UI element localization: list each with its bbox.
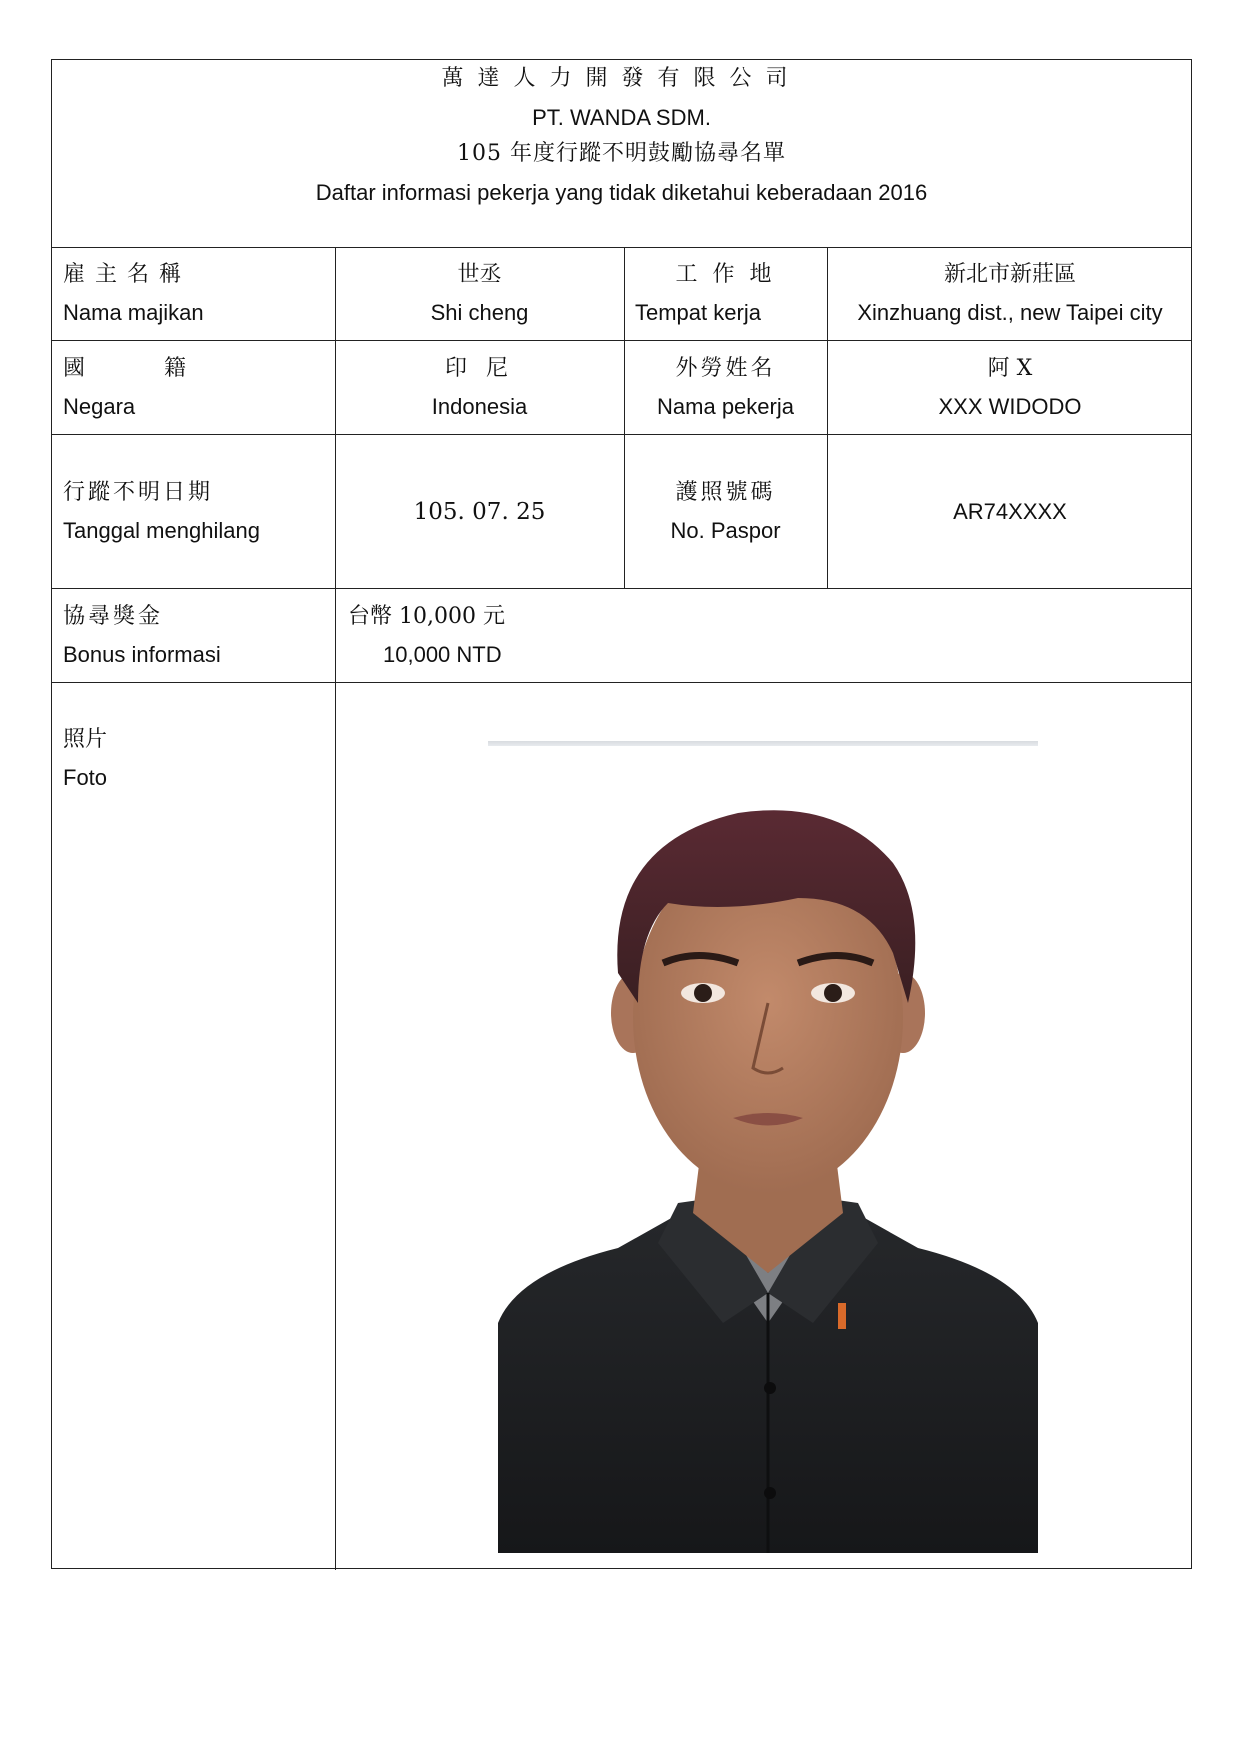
passport-label-id: No. Paspor [670,517,781,543]
company-name-chinese: 萬達人力開發有限公司 [441,66,802,91]
photo-top-strip [488,741,1038,746]
workplace-label-cell [624,248,827,340]
nationality-value-en: Indonesia [431,393,528,419]
photo-cell [335,683,1193,1570]
missing-date-label-cell [52,435,335,588]
form-header [52,60,1191,248]
employer-value-en: Shi cheng [430,300,529,325]
nationality-value-cn: 印 尼 [445,355,514,381]
form-title-chinese: 105 年度行蹤不明鼓勵協尋名單 [457,141,786,166]
reward-value-en: 10,000 NTD [383,641,502,667]
employer-label-cell [52,248,335,340]
worker-name-label-cn: 外勞姓名 [675,355,776,381]
worker-name-label-cell [624,341,827,434]
missing-worker-form [51,59,1192,1569]
reward-value-cn: 台幣 10,000 元 [348,603,505,629]
missing-date-label-cn: 行蹤不明日期 [63,479,214,505]
worker-name-label-id: Nama pekerja [657,393,794,419]
row-photo [52,683,1191,1570]
photo-label-cn: 照片 [63,727,108,752]
company-name-indonesian: PT. WANDA SDM. [532,105,711,130]
nationality-label-id: Negara [63,393,136,419]
reward-label-cn: 協尋獎金 [63,603,164,629]
photo-label-cell [52,683,335,1570]
reward-label-cell [52,589,335,682]
row-nationality-name [52,341,1191,435]
row-reward [52,589,1191,683]
passport-value-cell [827,435,1193,588]
employer-value-cn: 世丞 [457,262,502,287]
missing-date-value: 105. 07. 25 [413,498,546,525]
form-title-indonesian: Daftar informasi pekerja yang tidak diketahui keberadaan 2016 [315,180,928,205]
photo-label-id: Foto [63,765,108,790]
workplace-value-cell [827,248,1193,340]
passport-label-cn: 護照號碼 [675,479,776,505]
row-employer-workplace [52,248,1191,341]
row-date-passport [52,435,1191,589]
employer-label-id: Nama majikan [63,300,204,325]
workplace-value-cn: 新北市新莊區 [943,262,1076,287]
passport-value: AR74XXXX [953,498,1067,524]
passport-label-cell [624,435,827,588]
missing-date-value-cell [335,435,624,588]
employer-value-cell [335,248,624,340]
nationality-label-cn: 國 籍 [63,355,222,381]
worker-portrait-photo [498,803,1038,1553]
workplace-label-id: Tempat kerja [635,300,761,325]
worker-name-value-cn: 阿 X [987,355,1033,381]
worker-name-value-cell [827,341,1193,434]
workplace-label-cn: 工 作 地 [675,262,776,287]
nationality-label-cell [52,341,335,434]
nationality-value-cell [335,341,624,434]
workplace-value-en: Xinzhuang dist., new Taipei city [857,300,1163,325]
reward-value-cell [335,589,1193,682]
employer-label-cn: 雇主名稱 [63,262,192,287]
reward-label-id: Bonus informasi [63,641,221,667]
missing-date-label-id: Tanggal menghilang [63,517,260,543]
worker-name-value-en: XXX WIDODO [938,393,1082,419]
